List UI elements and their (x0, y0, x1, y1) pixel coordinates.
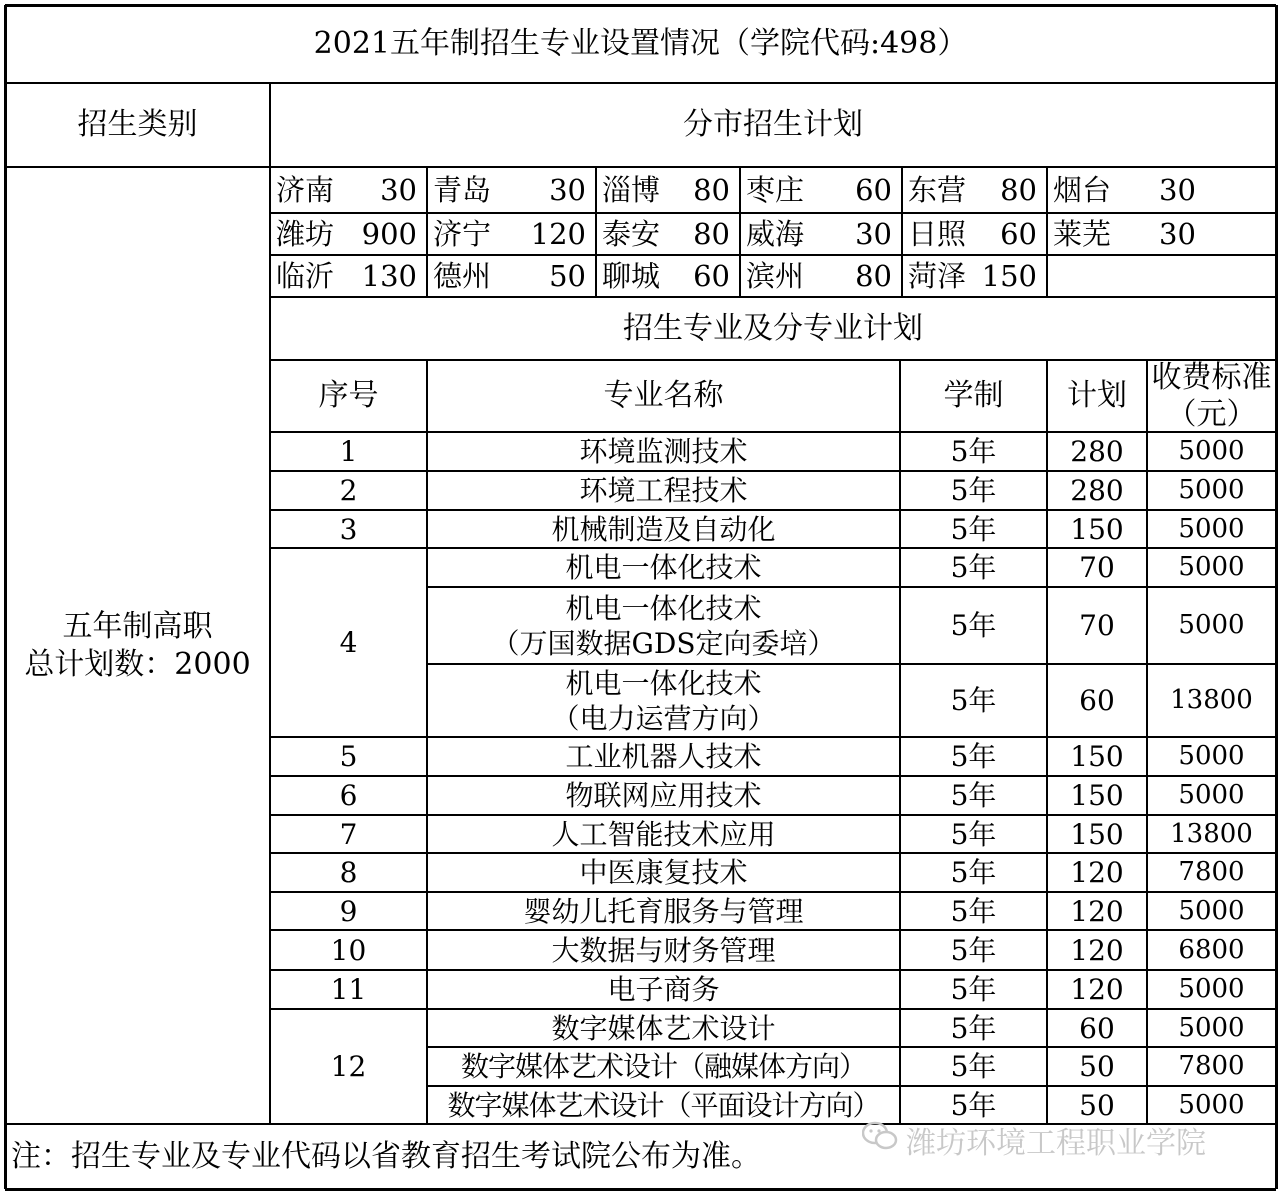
city-count: 30 (549, 173, 586, 207)
row-plan: 50 (1079, 1088, 1115, 1122)
row-seq: 9 (339, 894, 358, 928)
city-name: 莱芜 (1053, 217, 1112, 251)
category-value (5, 167, 270, 1124)
row-seq: 1 (339, 435, 358, 468)
city-count: 60 (855, 173, 892, 207)
row-duration: 5年 (950, 1011, 997, 1045)
row-duration: 5年 (950, 512, 997, 546)
city-cell-12 (270, 255, 427, 297)
category-header: 招生类别 (77, 107, 198, 143)
city-cell-11 (1047, 213, 1276, 255)
city-cell-14 (596, 255, 740, 297)
row-plan: 70 (1079, 609, 1115, 642)
row-duration: 5年 (950, 856, 997, 889)
row-fee: 5000 (1178, 1012, 1245, 1043)
city-cell-1 (427, 167, 596, 213)
city-cell-0 (270, 167, 427, 213)
row-plan: 120 (1070, 973, 1124, 1006)
row-seq: 8 (339, 856, 358, 889)
col-header-seq: 序号 (318, 378, 379, 414)
row-fee: 5000 (1178, 741, 1245, 772)
row-name: 机电一体化技术 (565, 551, 762, 584)
city-name: 威海 (746, 217, 805, 251)
city-cell-3 (740, 167, 902, 213)
row-name: 机械制造及自动化 (551, 512, 776, 546)
row-seq: 5 (339, 740, 358, 773)
city-name: 菏泽 (908, 259, 967, 293)
city-count: 80 (855, 259, 892, 293)
row-seq: 6 (339, 779, 358, 812)
row-duration: 5年 (950, 933, 997, 967)
row-name: 中医康复技术 (579, 856, 748, 889)
row-duration: 5年 (950, 740, 997, 773)
city-count: 30 (380, 173, 417, 207)
city-name: 淄博 (602, 173, 661, 207)
col-header-fee-line2: （元） (1166, 397, 1257, 432)
row-name: 环境监测技术 (579, 435, 748, 468)
city-cell-4 (902, 167, 1047, 213)
city-cell-5 (1047, 167, 1276, 213)
row-fee: 7800 (1178, 857, 1245, 888)
row-fee: 5000 (1178, 1089, 1245, 1120)
row-seq: 2 (339, 474, 358, 507)
col-header-name: 专业名称 (603, 378, 724, 414)
row-fee: 5000 (1178, 780, 1245, 811)
city-name: 日照 (908, 217, 967, 251)
row-plan: 150 (1070, 779, 1124, 812)
city-cell-8 (596, 213, 740, 255)
footnote: 注：招生专业及专业代码以省教育招生考试院公布为准。 (11, 1138, 761, 1174)
row-duration: 5年 (950, 684, 997, 717)
watermark-text: 潍坊环境工程职业学院 (906, 1126, 1206, 1161)
city-count: 150 (981, 259, 1037, 293)
city-name: 枣庄 (746, 173, 805, 207)
document-title: 2021五年制招生专业设置情况（学院代码:498） (313, 26, 968, 62)
row-seq: 3 (339, 512, 358, 546)
city-count: 900 (361, 217, 417, 251)
row-fee: 5000 (1178, 513, 1245, 544)
city-name: 滨州 (746, 259, 805, 293)
row-plan: 120 (1070, 856, 1124, 889)
col-header-duration: 学制 (943, 378, 1004, 414)
row-fee: 13800 (1170, 818, 1253, 849)
row-name (427, 664, 900, 737)
row-name: 工业机器人技术 (565, 740, 762, 773)
city-count: 120 (530, 217, 586, 251)
city-name: 烟台 (1053, 173, 1112, 207)
city-cell-10 (902, 213, 1047, 255)
row-duration: 5年 (950, 894, 997, 928)
city-cell-2 (596, 167, 740, 213)
city-count: 30 (1159, 217, 1196, 251)
row-plan: 150 (1070, 817, 1124, 851)
row-fee: 13800 (1170, 685, 1253, 716)
city-count: 80 (1000, 173, 1037, 207)
row-duration: 5年 (950, 973, 997, 1006)
category-value-line1: 五年制高职 (62, 609, 213, 644)
row-duration: 5年 (950, 817, 997, 851)
row-name: 数字媒体艺术设计 (551, 1011, 776, 1045)
city-cell-13 (427, 255, 596, 297)
city-cell-6 (270, 213, 427, 255)
row-duration: 5年 (950, 474, 997, 507)
row-name-line2: （电力运营方向） (551, 701, 776, 735)
city-count: 30 (855, 217, 892, 251)
row-name: 数字媒体艺术设计（融媒体方向） (460, 1050, 866, 1083)
col-header-plan: 计划 (1067, 378, 1127, 414)
row-plan: 280 (1070, 435, 1124, 468)
row-name: 数字媒体艺术设计（平面设计方向） (447, 1088, 880, 1122)
city-count: 30 (1159, 173, 1196, 207)
row-name: 电子商务 (607, 973, 720, 1006)
city-cell-15 (740, 255, 902, 297)
city-name: 青岛 (433, 173, 492, 207)
city-name: 德州 (433, 259, 492, 293)
city-name: 东营 (908, 173, 967, 207)
row-name-line2: （万国数据GDS定向委培） (491, 626, 836, 660)
col-header-fee-line1: 收费标准 (1151, 359, 1272, 395)
row-fee: 5000 (1178, 974, 1245, 1005)
city-count: 80 (693, 217, 730, 251)
row-fee: 5000 (1178, 552, 1245, 583)
row-duration: 5年 (950, 1050, 997, 1083)
row-plan: 120 (1070, 933, 1124, 967)
row-fee: 5000 (1178, 895, 1245, 926)
row-seq: 11 (330, 973, 367, 1006)
city-count: 80 (693, 173, 730, 207)
row-duration: 5年 (950, 1088, 997, 1122)
row-plan: 120 (1070, 894, 1124, 928)
city-name: 济宁 (433, 217, 492, 251)
row-seq: 12 (330, 1050, 367, 1083)
city-count: 130 (361, 259, 417, 293)
row-fee: 7800 (1178, 1051, 1245, 1082)
city-name: 临沂 (276, 259, 335, 293)
city-count: 60 (693, 259, 730, 293)
watermark (862, 1118, 1206, 1162)
row-plan: 150 (1070, 740, 1124, 773)
row-plan: 150 (1070, 512, 1124, 546)
row-plan: 60 (1079, 684, 1115, 717)
city-cell-16 (902, 255, 1047, 297)
row-name-line1: 机电一体化技术 (565, 591, 762, 625)
row-fee: 5000 (1178, 475, 1245, 506)
city-cell-9 (740, 213, 902, 255)
col-header-fee (1147, 360, 1276, 432)
row-name (427, 587, 900, 664)
row-name: 人工智能技术应用 (551, 817, 776, 851)
row-plan: 280 (1070, 474, 1124, 507)
city-count: 60 (1000, 217, 1037, 251)
city-name: 聊城 (602, 259, 661, 293)
row-duration: 5年 (950, 551, 997, 584)
row-duration: 5年 (950, 435, 997, 468)
row-name: 婴幼儿托育服务与管理 (523, 894, 804, 928)
row-fee: 5000 (1178, 610, 1245, 641)
city-plan-header: 分市招生计划 (683, 107, 863, 143)
row-seq: 10 (330, 933, 367, 967)
row-plan: 70 (1079, 551, 1115, 584)
city-cell-7 (427, 213, 596, 255)
row-duration: 5年 (950, 609, 997, 642)
row-fee: 5000 (1178, 436, 1245, 467)
row-duration: 5年 (950, 779, 997, 812)
category-value-line2: 总计划数：2000 (24, 646, 251, 682)
city-name: 泰安 (602, 217, 661, 251)
wechat-icon (862, 1121, 898, 1159)
city-name: 潍坊 (276, 217, 335, 251)
row-name: 环境工程技术 (579, 474, 748, 507)
row-name: 物联网应用技术 (565, 779, 762, 812)
row-seq: 7 (339, 817, 358, 851)
row-fee: 6800 (1178, 934, 1245, 965)
row-name-line1: 机电一体化技术 (565, 666, 762, 700)
major-section-title: 招生专业及分专业计划 (623, 310, 923, 346)
city-name: 济南 (276, 173, 335, 207)
city-count: 50 (549, 259, 586, 293)
row-plan: 50 (1079, 1050, 1115, 1083)
row-plan: 60 (1079, 1011, 1115, 1045)
row-name: 大数据与财务管理 (551, 933, 776, 967)
row-seq: 4 (339, 626, 358, 659)
